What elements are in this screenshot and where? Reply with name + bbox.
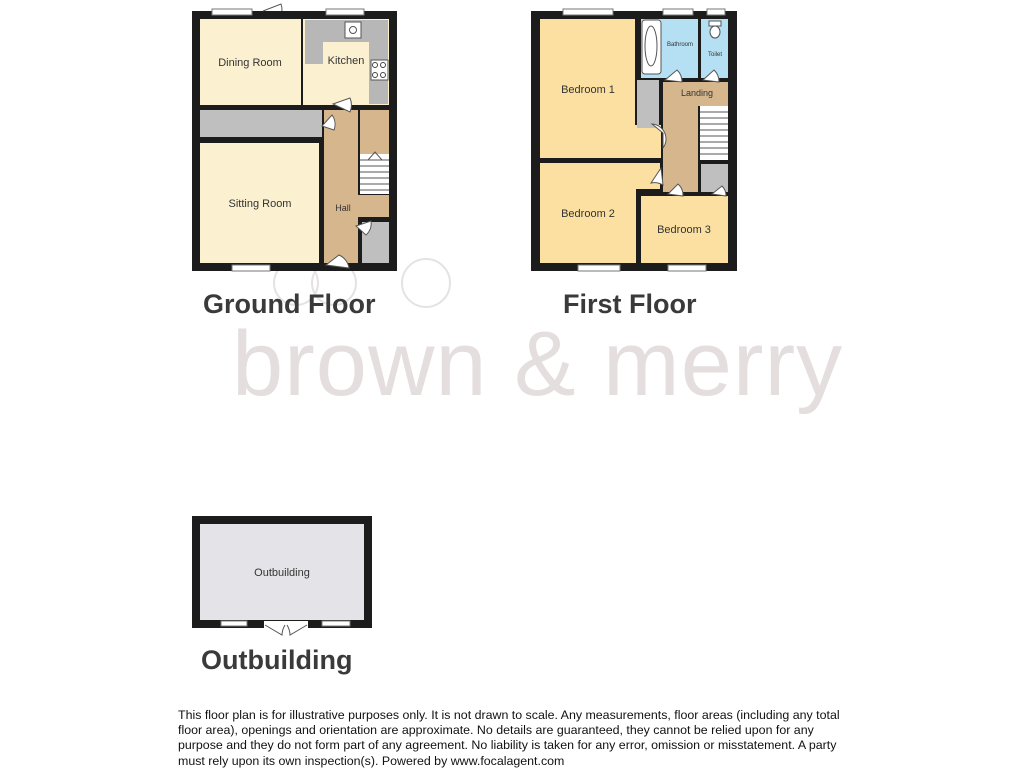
ground-cupboard-strip xyxy=(200,110,322,137)
bedroom-1 xyxy=(635,125,661,158)
first-floor-title: First Floor xyxy=(563,289,697,319)
landing xyxy=(663,106,698,192)
door-swing xyxy=(287,625,307,635)
door-swing xyxy=(265,625,285,635)
first-stairs xyxy=(700,106,728,160)
label-outbuilding: Outbuilding xyxy=(254,567,310,579)
label-hall: Hall xyxy=(335,203,351,213)
label-dining-room: Dining Room xyxy=(218,57,282,69)
label-landing: Landing xyxy=(680,88,714,98)
label-kitchen: Kitchen xyxy=(327,55,365,67)
window xyxy=(322,621,350,626)
outbuilding-title: Outbuilding xyxy=(201,645,353,675)
disclaimer-text: This floor plan is for illustrative purposes only. It is not drawn to scale. Any measurements, floor areas (including any total floor area), openings and orientation are approximate. No details are guaranteed, they cannot be relied upon for any purpose and they do not form part of any agreement. No liability is taken for any error, omission or misstatement. A party must rely upon its own inspection(s). Powered by www.focalagent.com xyxy=(178,708,840,768)
ground-floor-title: Ground Floor xyxy=(203,289,376,319)
door-swing xyxy=(263,4,282,11)
toilet-cistern xyxy=(709,21,721,26)
window xyxy=(563,9,613,15)
hall xyxy=(324,110,358,263)
label-toilet: Toilet xyxy=(707,52,723,58)
bedroom-1-wardrobe xyxy=(637,80,659,128)
kitchen-worktop xyxy=(305,20,323,64)
watermark-text: brown & merry xyxy=(232,313,844,415)
window xyxy=(707,9,725,15)
label-bedroom-3: Bedroom 3 xyxy=(657,224,711,236)
window xyxy=(326,9,364,15)
window xyxy=(578,265,620,271)
window xyxy=(221,621,247,626)
hall xyxy=(358,195,389,217)
label-bedroom-2: Bedroom 2 xyxy=(561,208,615,220)
ground-floor-plan xyxy=(192,4,397,271)
window xyxy=(668,265,706,271)
toilet-bowl xyxy=(710,26,720,38)
label-sitting-room: Sitting Room xyxy=(228,198,292,210)
kitchen-sink xyxy=(345,22,361,38)
window xyxy=(212,9,252,15)
window xyxy=(232,265,270,271)
label-bedroom-1: Bedroom 1 xyxy=(561,84,615,96)
window xyxy=(663,9,693,15)
label-bathroom: Bathroom xyxy=(666,42,694,48)
